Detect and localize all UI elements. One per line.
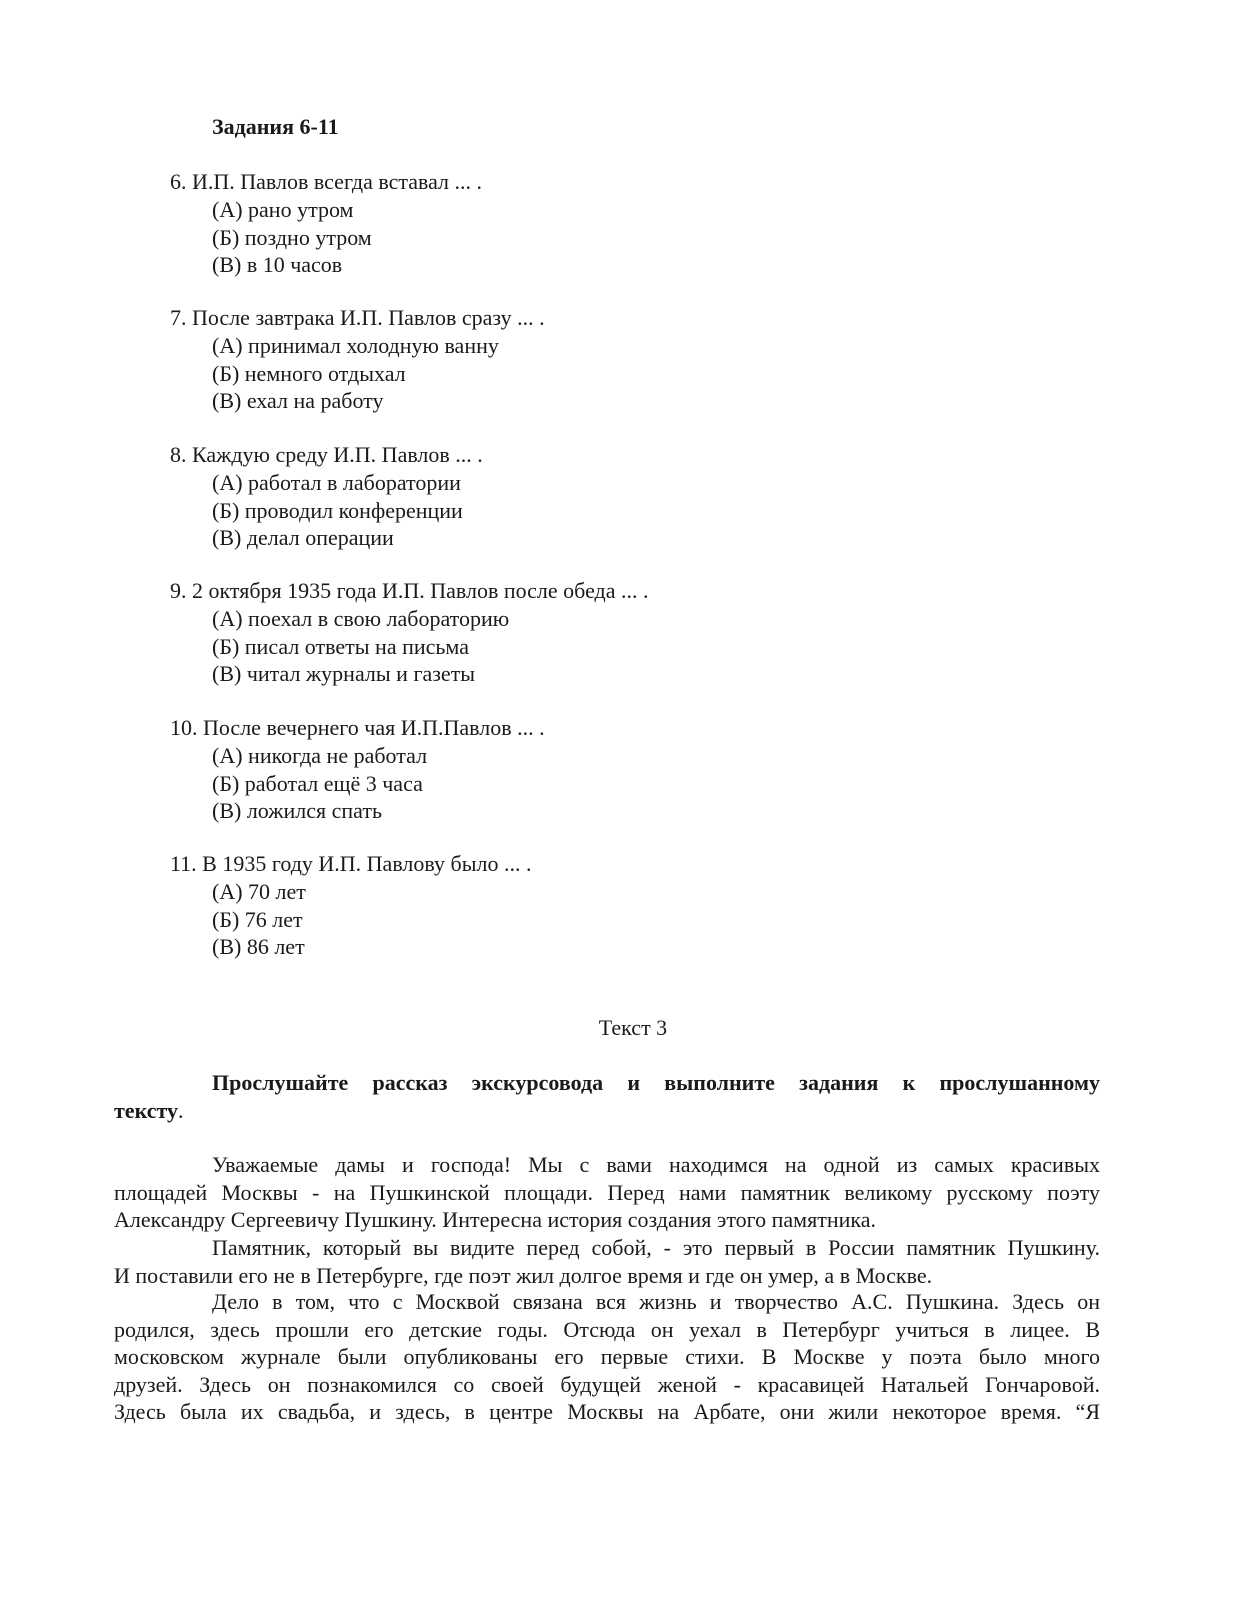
- section-heading: Задания 6-11: [212, 114, 339, 139]
- answer-option-b: (Б) поздно утром: [212, 224, 372, 250]
- question-text: 8. Каждую среду И.П. Павлов ... .: [170, 442, 483, 467]
- text-paragraph-1: [114, 1151, 1100, 1234]
- answer-option-c: (В) 86 лет: [212, 934, 305, 959]
- text3-title: Текст 3: [598, 1015, 668, 1040]
- paragraph-line: Здесь была их свадьба, и здесь, в центре Москвы на Арбате, они жили некоторое время. “Я: [114, 1399, 1100, 1424]
- answer-option-b: (Б) 76 лет: [212, 906, 303, 932]
- question-11: [170, 850, 1070, 961]
- answer-option-b: (Б) работал ещё 3 часа: [212, 770, 423, 796]
- question-text: 10. После вечернего чая И.П.Павлов ... .: [170, 715, 545, 740]
- question-text: 9. 2 октября 1935 года И.П. Павлов после обеда ... .: [170, 578, 649, 603]
- paragraph-line: И поставили его не в Петербурге, где поэт жил долгое время и где он умер, а в Москве.: [114, 1262, 933, 1288]
- paragraph-line: московском журнале были опубликованы его первые стихи. В Москве у поэта было много: [114, 1344, 1100, 1369]
- paragraph-line: друзей. Здесь он познакомился со своей будущей женой - красавицей Натальей Гончаровой.: [114, 1371, 1100, 1397]
- paragraph-line: родился, здесь прошли его детские годы. Отсюда он уехал в Петербург учиться в лицее. В: [114, 1316, 1100, 1342]
- answer-option-a: (А) работал в лаборатории: [212, 470, 461, 495]
- answer-option-a: (А) рано утром: [212, 197, 354, 222]
- question-6: [170, 168, 1070, 279]
- listening-instruction: [114, 1069, 1100, 1125]
- answer-option-b: (Б) писал ответы на письма: [212, 633, 469, 659]
- answer-option-a: (А) поехал в свою лабораторию: [212, 606, 510, 631]
- answer-option-c: (В) ложился спать: [212, 798, 382, 823]
- question-text: 7. После завтрака И.П. Павлов сразу ... .: [170, 305, 545, 330]
- answer-option-a: (А) никогда не работал: [212, 743, 428, 768]
- answer-option-c: (В) в 10 часов: [212, 252, 343, 277]
- text-paragraph-3: [114, 1288, 1100, 1426]
- paragraph-line: Уважаемые дамы и господа! Мы с вами находимся на одной из самых красивых: [212, 1152, 1100, 1177]
- answer-option-c: (В) делал операции: [212, 525, 394, 550]
- text-paragraph-2: [114, 1234, 1100, 1289]
- answer-option-b: (Б) немного отдыхал: [212, 360, 406, 386]
- answer-option-a: (А) принимал холодную ванну: [212, 333, 499, 358]
- instruction-line: [114, 1097, 1100, 1125]
- paragraph-line: Памятник, который вы видите перед собой, - это первый в России памятник Пушкину.: [212, 1235, 1100, 1260]
- question-7: [170, 304, 1070, 415]
- instruction-bold-word: тексту: [114, 1098, 178, 1123]
- answer-option-b: (Б) проводил конференции: [212, 497, 463, 523]
- instruction-line: Прослушайте рассказ экскурсовода и выполните задания к прослушанному: [212, 1070, 1100, 1095]
- question-9: [170, 577, 1070, 688]
- question-text: 11. В 1935 году И.П. Павлову было ... .: [170, 851, 532, 876]
- answer-option-c: (В) ехал на работу: [212, 388, 384, 413]
- paragraph-line: Александру Сергеевичу Пушкину. Интересна история создания этого памятника.: [114, 1207, 876, 1232]
- paragraph-line: площадей Москвы - на Пушкинской площади. Перед нами памятник великому русскому поэту: [114, 1179, 1100, 1205]
- answer-option-a: (А) 70 лет: [212, 879, 306, 904]
- question-10: [170, 714, 1070, 825]
- instruction-tail: .: [177, 1098, 184, 1123]
- question-text: 6. И.П. Павлов всегда вставал ... .: [170, 169, 483, 194]
- question-8: [170, 441, 1070, 552]
- paragraph-line: Дело в том, что с Москвой связана вся жизнь и творчество А.С. Пушкина. Здесь он: [212, 1289, 1100, 1314]
- answer-option-c: (В) читал журналы и газеты: [212, 661, 476, 686]
